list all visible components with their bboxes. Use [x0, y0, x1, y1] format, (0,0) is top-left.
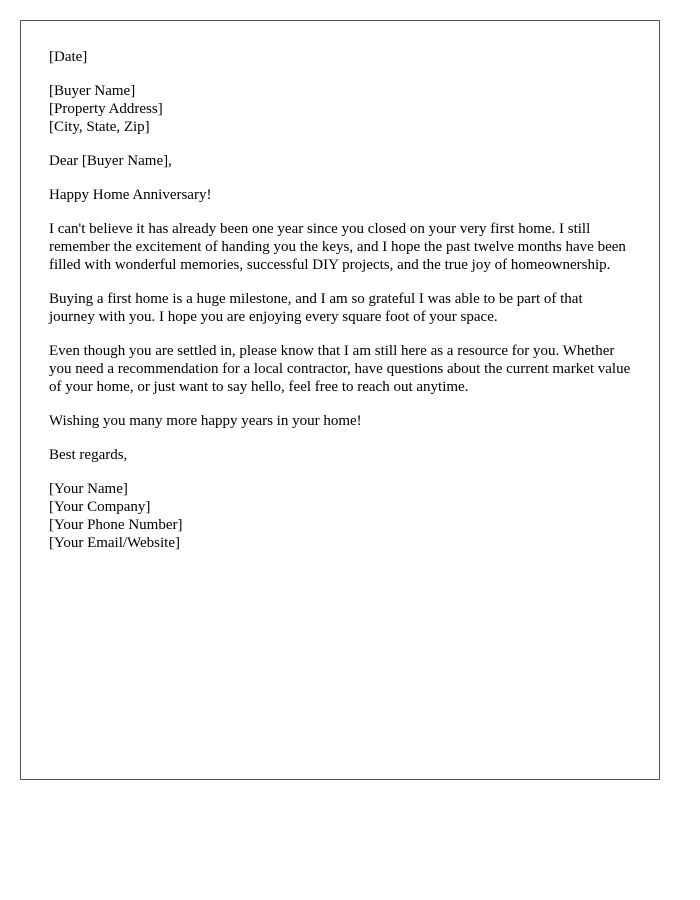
closing: Best regards, — [49, 447, 128, 463]
letter-page — [20, 20, 660, 780]
signature-email-website: [Your Email/Website] — [49, 535, 181, 551]
body-paragraph-1: I can't believe it has already been one year since you closed on your very first home. I still remember the excitement of handing you the keys, and I hope the past twelve months have been filled with wonderful memories, successful DIY projects, and the true joy of homeownership. — [49, 221, 626, 273]
body-paragraph-3: Even though you are settled in, please know that I am still here as a resource for you. Whether you need a recommendation for a local contractor, have questions about the current market value of your home, or just want to say hello, feel free to reach out anytime. — [49, 343, 631, 395]
recipient-property-address: [Property Address] — [49, 101, 163, 117]
letter-date: [Date] — [49, 49, 88, 65]
letter-date-block — [49, 48, 631, 66]
signature-block — [49, 480, 631, 552]
recipient-address-block — [49, 82, 631, 136]
signature-company: [Your Company] — [49, 499, 151, 515]
body-paragraph-2: Buying a first home is a huge milestone, and I am so grateful I was able to be part of that journey with you. I hope you are enjoying every square foot of your space. — [49, 291, 583, 325]
signature-name: [Your Name] — [49, 481, 128, 497]
recipient-city-state-zip: [City, State, Zip] — [49, 119, 150, 135]
recipient-name: [Buyer Name] — [49, 83, 136, 99]
signature-phone: [Your Phone Number] — [49, 517, 183, 533]
body-paragraph-4: Wishing you many more happy years in your home! — [49, 413, 362, 429]
opening-line: Happy Home Anniversary! — [49, 187, 212, 203]
salutation: Dear [Buyer Name], — [49, 153, 172, 169]
